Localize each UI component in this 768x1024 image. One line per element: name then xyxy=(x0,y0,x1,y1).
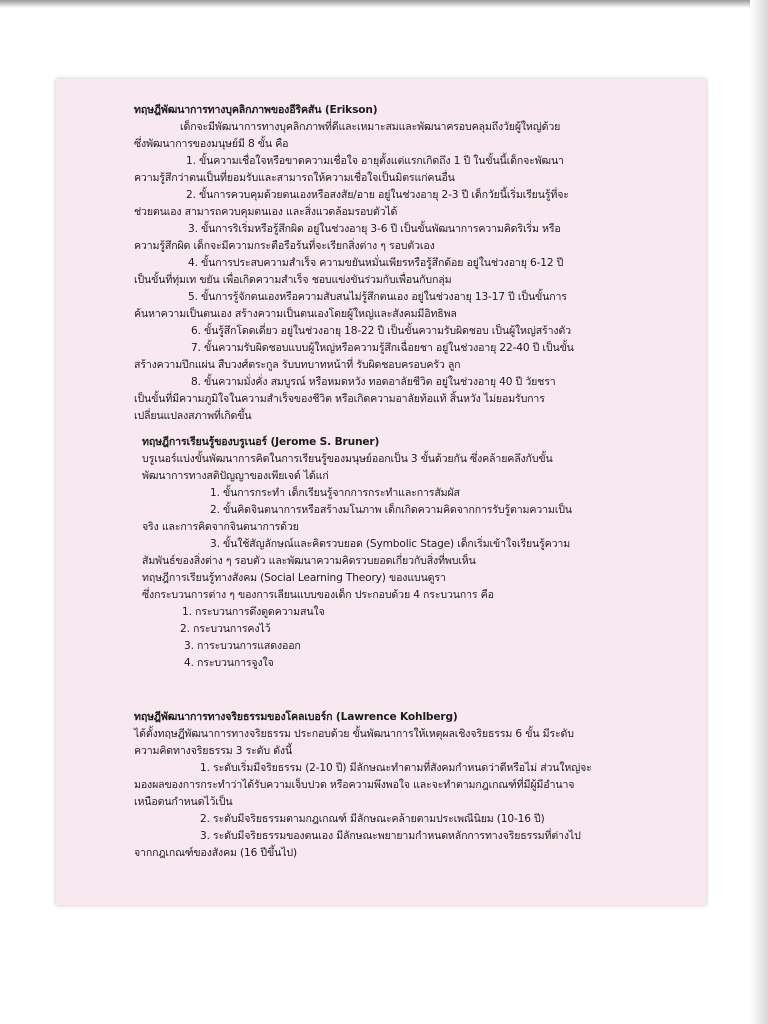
bruner-line-6: 3. ขั้นใช้สัญลักษณ์และคิดรวบยอด (Symbolic Stage) เด็กเริ่มเข้าใจเรียนรู้ความ xyxy=(210,538,571,550)
bruner-line-5: จริง และการคิดจากจินตนาการด้วย xyxy=(142,521,299,533)
bandura-item-1: 1. กระบวนการดึงดูดความสนใจ xyxy=(182,606,325,618)
bandura-item-2: 2. กระบวนการคงไว้ xyxy=(180,623,271,635)
document-sheet xyxy=(56,79,706,905)
erikson-line-14: 7. ขั้นความรับผิดชอบแบบผู้ใหญ่หรือความรู้สึกเฉื่อยชา อยู่ในช่วงอายุ 22-40 ปี เป็นขั้น xyxy=(191,342,574,354)
bruner-line-1: บรูเนอร์แบ่งขั้นพัฒนาการคิดในการเรียนรู้ของมนุษย์ออกเป็น 3 ขั้นด้วยกัน ซึ่งคล้ายคลึงกับขั้น xyxy=(142,453,553,465)
page-top-edge xyxy=(0,0,768,8)
erikson-line-8: ความรู้สึกผิด เด็กจะมีความกระตือรือร้นที่จะเรียกสิ่งต่าง ๆ รอบตัวเอง xyxy=(134,240,435,252)
kohlberg-line-4: มองผลของการกระทำว่าได้รับความเจ็บปวด หรือความพึงพอใจ และจะทำตามกฎเกณฑ์ที่มีผู้มีอำนาจ xyxy=(134,779,575,791)
erikson-line-2: ซึ่งพัฒนาการของมนุษย์มี 8 ขั้น คือ xyxy=(134,138,289,150)
erikson-line-6: ช่วยตนเอง สามารถควบคุมตนเอง และสิ่งแวดล้อมรอบตัวได้ xyxy=(134,206,398,218)
kohlberg-line-1: ได้ตั้งทฤษฎีพัฒนาการทางจริยธรรม ประกอบด้วย ขั้นพัฒนาการให้เหตุผลเชิงจริยธรรม 6 ขั้น มีระดับ xyxy=(134,728,574,740)
erikson-line-17: เป็นขั้นที่มีความภูมิใจในความสำเร็จของชีวิต หรือเกิดความอาลัยท้อแท้ สิ้นหวัง ไม่ยอมรับการ xyxy=(134,393,545,405)
erikson-line-18: เปลี่ยนแปลงสภาพที่เกิดขึ้น xyxy=(134,410,252,422)
erikson-line-4: ความรู้สึกว่าตนเป็นที่ยอมรับและสามารถให้ความเชื่อใจเป็นมิตรแก่คนอื่น xyxy=(134,172,455,184)
erikson-line-15: สร้างความปึกแผ่น สืบวงศ์ตระกูล รับบทบาทหน้าที่ รับผิดชอบครอบครัว ลูก xyxy=(134,359,461,371)
bandura-item-4: 4. กระบวนการจูงใจ xyxy=(184,657,274,669)
kohlberg-line-7: 3. ระดับมีจริยธรรมของตนเอง มีลักษณะพยายามกำหนดหลักการทางจริยธรรมที่ต่างไป xyxy=(200,830,581,842)
kohlberg-line-2: ความคิดทางจริยธรรม 3 ระดับ ดังนี้ xyxy=(134,745,293,757)
erikson-line-9: 4. ขั้นการประสบความสำเร็จ ความขยันหมั่นเพียรหรือรู้สึกด้อย อยู่ในช่วงอายุ 6-12 ปี xyxy=(188,257,564,269)
bruner-line-3: 1. ขั้นการกระทำ เด็กเรียนรู้จากการกระทำและการสัมผัส xyxy=(210,487,460,499)
bruner-line-4: 2. ขั้นคิดจินตนาการหรือสร้างมโนภาพ เด็กเกิดความคิดจากการรับรู้ตามความเป็น xyxy=(210,504,572,516)
kohlberg-line-8: จากกฎเกณฑ์ของสังคม (16 ปีขึ้นไป) xyxy=(134,847,297,859)
erikson-line-11: 5. ขั้นการรู้จักตนเองหรือความสับสนไม่รู้สึกตนเอง อยู่ในช่วงอายุ 13-17 ปี เป็นขั้นการ xyxy=(188,291,567,303)
bruner-heading: ทฤษฎีการเรียนรู้ของบรูเนอร์ (Jerome S. Bruner) xyxy=(142,436,380,448)
kohlberg-heading: ทฤษฎีพัฒนาการทางจริยธรรมของโคลเบอร์ก (Lawrence Kohlberg) xyxy=(134,711,458,723)
page-right-edge xyxy=(750,0,768,1024)
bandura-line-1: ทฤษฎีการเรียนรู้ทางสังคม (Social Learning Theory) ของแบนดูรา xyxy=(142,572,446,584)
erikson-line-10: เป็นขั้นที่ทุ่มเท ขยัน เพื่อเกิดความสำเร็จ ชอบแข่งขันร่วมกับเพื่อนกับกลุ่ม xyxy=(134,274,452,286)
erikson-line-7: 3. ขั้นการริเริ่มหรือรู้สึกผิด อยู่ในช่วงอายุ 3-6 ปี เป็นขั้นพัฒนาการความคิดริเริ่ม หรือ xyxy=(188,223,561,235)
erikson-heading: ทฤษฎีพัฒนาการทางบุคลิกภาพของอีริคสัน (Erikson) xyxy=(134,104,378,116)
bandura-line-2: ซึ่งกระบวนการต่าง ๆ ของการเลียนแบบของเด็ก ประกอบด้วย 4 กระบวนการ คือ xyxy=(142,589,494,601)
erikson-line-3: 1. ขั้นความเชื่อใจหรือขาดความเชื่อใจ อายุตั้งแต่แรกเกิดถึง 1 ปี ในขั้นนี้เด็กจะพัฒนา xyxy=(186,155,564,167)
kohlberg-line-3: 1. ระดับเริ่มมีจริยธรรม (2-10 ปี) มีลักษณะทำตามที่สังคมกำหนดว่าดีหรือไม่ ส่วนใหญ่จะ xyxy=(200,762,592,774)
erikson-line-13: 6. ขั้นรู้สึกโดดเดี่ยว อยู่ในช่วงอายุ 18-22 ปี เป็นขั้นความรับผิดชอบ เป็นผู้ใหญ่สร้างตัว xyxy=(191,325,571,337)
kohlberg-line-5: เหนือตนกำหนดไว้เป็น xyxy=(134,796,233,808)
erikson-line-1: เด็กจะมีพัฒนาการทางบุคลิกภาพที่ดีและเหมาะสมและพัฒนาครอบคลุมถึงวัยผู้ใหญ่ด้วย xyxy=(180,121,561,133)
bandura-item-3: 3. การะบวนการแสดงออก xyxy=(184,640,301,652)
erikson-line-5: 2. ขั้นการควบคุมด้วยตนเองหรือสงสัย/อาย อยู่ในช่วงอายุ 2-3 ปี เด็กวัยนี้เริ่มเรียนรู้ที่จะ xyxy=(186,189,569,201)
erikson-line-12: ค้นหาความเป็นตนเอง สร้างความเป็นตนเองโดยผู้ใหญ่และสังคมมีอิทธิพล xyxy=(134,308,457,320)
kohlberg-line-6: 2. ระดับมีจริยธรรมตามกฎเกณฑ์ มีลักษณะคล้ายตามประเพณีนิยม (10-16 ปี) xyxy=(200,813,545,825)
erikson-line-16: 8. ขั้นความมั่งคั่ง สมบูรณ์ หรือหมดหวัง ทอดอาลัยชีวิต อยู่ในช่วงอายุ 40 ปี วัยชรา xyxy=(191,376,556,388)
bruner-line-7: สัมพันธ์ของสิ่งต่าง ๆ รอบตัว และพัฒนาความคิดรวบยอดเกี่ยวกับสิ่งที่พบเห็น xyxy=(142,555,476,567)
bruner-line-2: พัฒนาการทางสติปัญญาของเพียเจต์ ได้แก่ xyxy=(142,470,329,482)
